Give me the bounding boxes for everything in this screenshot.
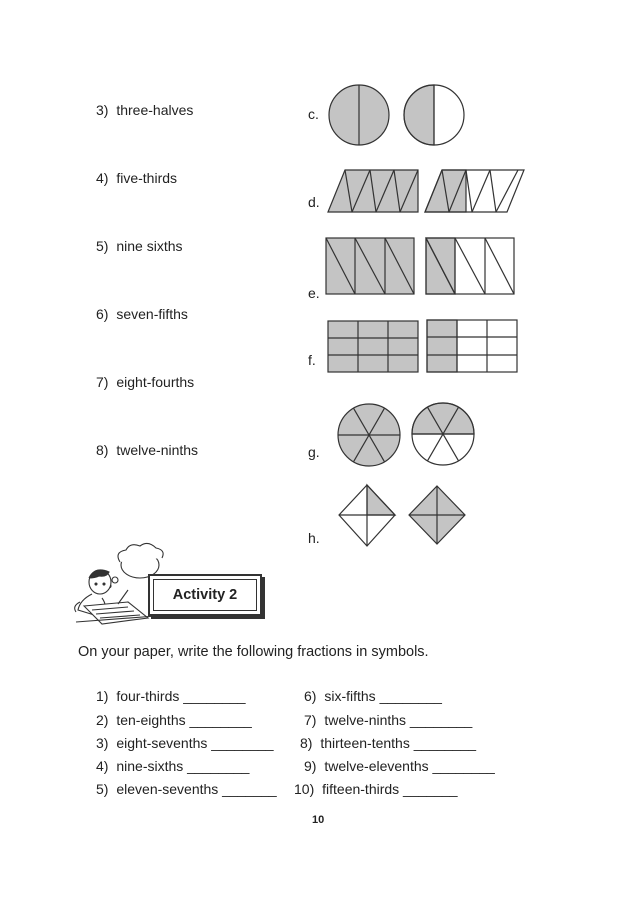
- exercise-text: ten-eighths ________: [116, 712, 252, 728]
- figure-g-circle-1: [338, 404, 400, 466]
- item-text: twelve-ninths: [116, 442, 199, 458]
- activity-banner: [148, 574, 262, 616]
- exercise-text: eight-sevenths ________: [116, 735, 274, 751]
- exercise-number: 7): [304, 712, 317, 728]
- item-number: 5): [96, 238, 109, 254]
- figure-e-shape-1: [326, 238, 414, 294]
- letter-f: f.: [308, 352, 316, 368]
- figure-c-circle-2: [404, 85, 464, 145]
- exercise-3: [96, 735, 274, 751]
- item-number: 7): [96, 374, 109, 390]
- item-text: three-halves: [116, 102, 194, 118]
- exercise-text: six-fifths ________: [324, 688, 442, 704]
- exercise-5: [96, 781, 277, 797]
- letter-g: g.: [308, 444, 320, 460]
- exercise-number: 5): [96, 781, 109, 797]
- exercise-4: [96, 758, 249, 774]
- figure-h-diamond-2: [409, 486, 465, 544]
- figure-f-grid-2: [427, 320, 517, 372]
- page-number: 10: [312, 814, 325, 826]
- activity-instruction: On your paper, write the following fractions in symbols.: [78, 644, 429, 660]
- figure-e-shape-2: [426, 238, 514, 294]
- exercise-9: [304, 758, 495, 774]
- exercise-8: [300, 735, 476, 751]
- figure-g-circle-2: [412, 403, 474, 465]
- exercise-number: 6): [304, 688, 317, 704]
- exercise-2: [96, 712, 252, 728]
- item-text: nine sixths: [116, 238, 183, 254]
- exercise-number: 1): [96, 688, 109, 704]
- figure-c-circle-1: [329, 85, 389, 145]
- figure-d-shape-2: [425, 170, 524, 212]
- item-text: five-thirds: [116, 170, 178, 186]
- item-text: eight-fourths: [116, 374, 195, 390]
- item-number: 3): [96, 102, 109, 118]
- exercise-1: [96, 688, 246, 704]
- exercise-number: 8): [300, 735, 313, 751]
- exercise-text: twelve-ninths ________: [324, 712, 473, 728]
- exercise-6: [304, 688, 442, 704]
- letter-c: c.: [308, 106, 319, 122]
- exercise-text: thirteen-tenths ________: [320, 735, 477, 751]
- exercise-text: eleven-sevenths _______: [116, 781, 277, 797]
- item-number: 6): [96, 306, 109, 322]
- item-text: seven-fifths: [116, 306, 188, 322]
- exercise-text: nine-sixths ________: [116, 758, 250, 774]
- figure-f-grid-1: [328, 321, 418, 372]
- exercise-text: four-thirds ________: [116, 688, 246, 704]
- exercise-number: 4): [96, 758, 109, 774]
- letter-e: e.: [308, 285, 320, 301]
- item-number: 4): [96, 170, 109, 186]
- exercise-number: 9): [304, 758, 317, 774]
- exercise-10: [294, 781, 458, 797]
- letter-d: d.: [308, 194, 320, 210]
- exercise-number: 10): [294, 781, 315, 797]
- item-number: 8): [96, 442, 109, 458]
- figure-h-diamond-1: [339, 485, 395, 546]
- exercise-7: [304, 712, 472, 728]
- exercise-text: twelve-elevenths ________: [324, 758, 495, 774]
- exercise-number: 2): [96, 712, 109, 728]
- activity-title: Activity 2: [172, 587, 238, 603]
- figure-d-shape-1: [328, 170, 418, 212]
- exercise-text: fifteen-thirds _______: [322, 781, 458, 797]
- exercise-number: 3): [96, 735, 109, 751]
- letter-h: h.: [308, 530, 320, 546]
